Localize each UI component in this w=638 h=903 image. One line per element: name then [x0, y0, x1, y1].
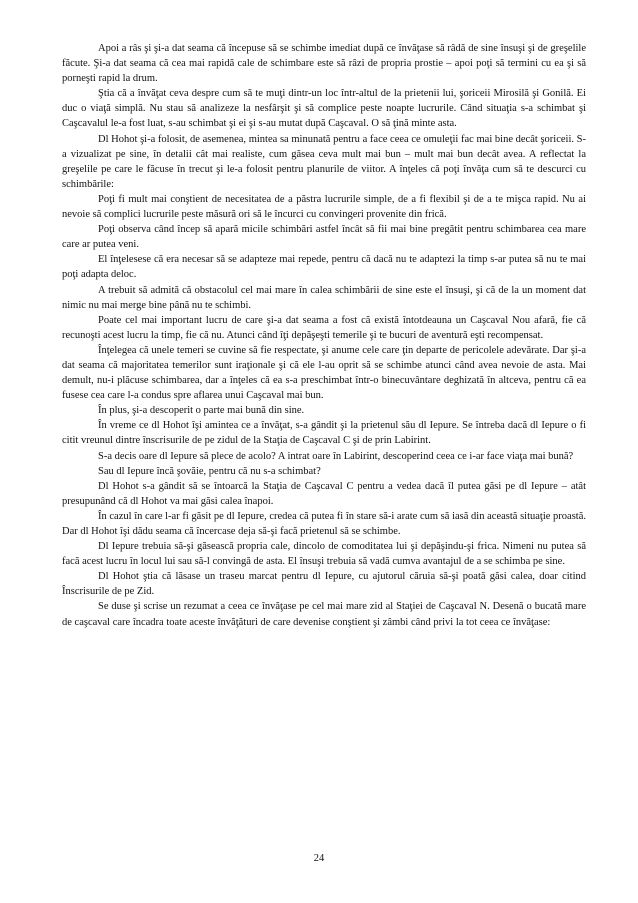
paragraph-1: Apoi a râs şi şi-a dat seama că începuse să se schimbe imediat după ce învăţase să râdă de sine însuşi şi de greşelile făcute. Şi-a dat seama că cea mai rapidă cale de schimbare este să râzi de propria prostie – apoi poţi să termini cu ea şi să porneşti rapid la drum.	[62, 43, 586, 85]
paragraph-17: Dl Hohot ştia că lăsase un traseu marcat pentru dl Iepure, cu ajutorul căruia să-şi poată găsi calea, doar citind Înscrisurile de pe Zid.	[62, 571, 586, 598]
paragraph-16: Dl Iepure trebuia să-şi găsească propria cale, dincolo de comoditatea lui şi depăşindu-şi frica. Nimeni nu putea să facă acest lucru în locul lui sau să-l convingă de asta. El însuşi trebuia să vadă cumva avantajul de a se schimba pe sine.	[62, 541, 586, 568]
body-text	[62, 41, 586, 630]
paragraph-9: Înţelegea că unele temeri se cuvine să fie respectate, şi anume cele care ţin departe de pericolele adevărate. Dar şi-a dat seama că majoritatea temerilor sunt iraţionale şi că ele l-au oprit să se schimbe atunci când avea nevoie de asta. Mai demult, nu-i plăcuse schimbarea, dar a înţeles că ea s-a preschimbat într-o binecuvântare deghizată în altceva, pentru că ea fusese cea care l-a condus spre aflarea unui Caşcaval mai bun.	[62, 344, 586, 402]
paragraph-6: El înţelesese că era necesar să se adapteze mai repede, pentru că dacă nu te adaptezi la timp s-ar putea să nu te mai poţi adapta deloc.	[62, 254, 586, 281]
paragraph-8: Poate cel mai important lucru de care şi-a dat seama a fost că există întotdeauna un Caşcaval Nou afară, fie că recunoşti acest lucru la timp, fie că nu. Atunci când îţi depăşeşti temerile şi te bucuri de aventură eşti recompensat.	[62, 314, 586, 341]
paragraph-15: În cazul în care l-ar fi găsit pe dl Iepure, credea că putea fi în stare să-i arate cum să iasă din această situaţie proastă. Dar dl Hohot îşi dădu seama că încercase deja să-şi facă prietenul să se schimbe.	[62, 510, 586, 537]
paragraph-7: A trebuit să admită că obstacolul cel mai mare în calea schimbării de sine este el însuşi, şi că de la un moment dat nimic nu mai merge bine până nu te schimbi.	[62, 284, 586, 311]
paragraph-11: În vreme ce dl Hohot îşi amintea ce a învăţat, s-a gândit şi la prietenul său dl Iepure. Se întreba dacă dl Iepure o fi citit vreunul dintre înscrisurile de pe zidul de la Staţia de Caşcaval C şi de prin Labirint.	[62, 420, 586, 447]
paragraph-10: În plus, şi-a descoperit o parte mai bună din sine.	[98, 405, 305, 417]
paragraph-4: Poţi fi mult mai conştient de necesitatea de a păstra lucrurile simple, de a fi flexibil şi de a te mişca rapid. Nu ai nevoie să complici lucrurile peste măsură ori să le încurci cu convingeri provenite din frică.	[62, 193, 586, 221]
paragraph-13: Sau dl Iepure încă şovăie, pentru că nu s-a schimbat?	[98, 465, 321, 477]
page-number: 24	[313, 853, 325, 864]
paragraph-3: Dl Hohot şi-a folosit, de asemenea, mintea sa minunată pentru a face ceea ce omuleţii fac mai bine decât şoriceii. S-a vizualizat pe sine, în detalii cât mai realiste, cum găsea ceva mult mai bun – mult mai bun decât avea. A reflectat la greşelile pe care le făcuse în trecut şi le-a folosit pentru planurile de viitor. A înţeles că poţi învăţa cum să te descurci cu schimbările:	[62, 133, 586, 190]
paragraph-5: Poţi observa când încep să apară micile schimbări astfel încât să fii mai bine pregătit pentru schimbarea cea mare care ar putea veni.	[62, 224, 586, 251]
paragraph-2: Ştia că a învăţat ceva despre cum să te muţi dintr-un loc într-altul de la prietenii lui, şoriceii Mirosilă şi Gonilă. Ei duc o viaţă simplă. Nu stau să analizeze la nesfârşit şi să complice peste noapte lucrurile. Când situaţia s-a schimbat şi Caşcavalul le-a fost luat, s-au schimbat şi ei şi s-au mutat după Caşcaval. O să ţină minte asta.	[62, 88, 586, 130]
paragraph-12: S-a decis oare dl Iepure să plece de acolo? A intrat oare în Labirint, descoperind ceea ce i-ar face viaţa mai bună?	[98, 450, 574, 462]
paragraph-18: Se duse şi scrise un rezumat a ceea ce învăţase pe cel mai mare zid al Staţiei de Caşcaval N. Desenă o bucată mare de caşcaval care încadra toate aceste învăţături de care devenise conştient şi zâmbi când privi la tot ceea ce învăţase:	[62, 601, 586, 628]
paragraph-14: Dl Hohot s-a gândit să se întoarcă la Staţia de Caşcaval C pentru a vedea dacă îl putea găsi pe dl Iepure – atât presupunând că dl Hohot va mai găsi calea înapoi.	[62, 480, 586, 507]
